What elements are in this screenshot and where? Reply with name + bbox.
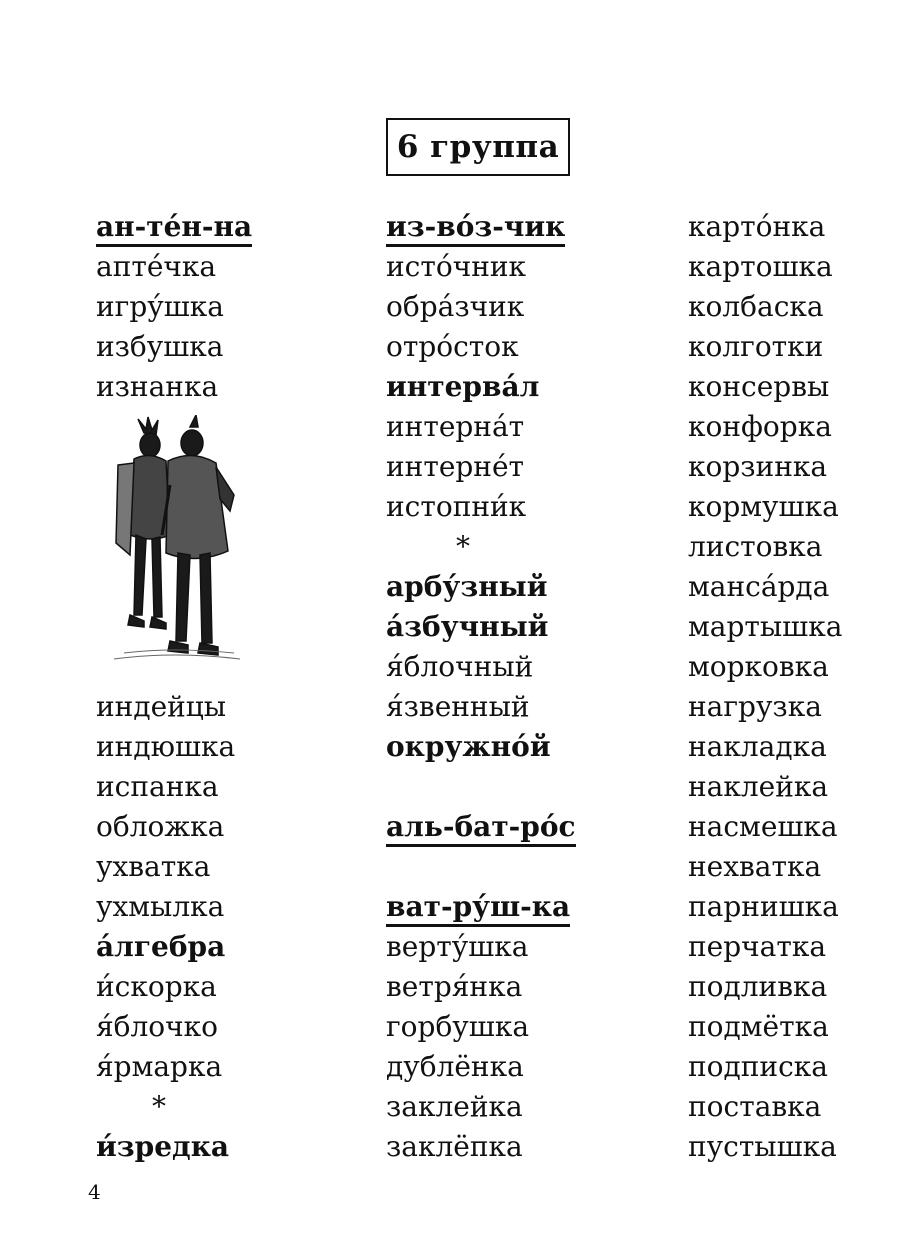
word-text: ветря́нка <box>386 970 523 1003</box>
word-item <box>386 607 676 647</box>
word-text: морковка <box>688 650 829 683</box>
word-item <box>386 247 676 287</box>
word-text: наклейка <box>688 770 829 803</box>
word-item <box>96 887 366 927</box>
syllable-heading-word <box>386 807 676 847</box>
word-item <box>688 1047 918 1087</box>
word-item <box>96 367 366 407</box>
syllable-heading-word <box>96 207 366 247</box>
word-text: подливка <box>688 970 828 1003</box>
word-text: нагрузка <box>688 690 822 723</box>
word-text: * <box>456 530 470 563</box>
word-text: и́зредка <box>96 1130 230 1163</box>
word-item <box>688 927 918 967</box>
word-text: насмешка <box>688 810 838 843</box>
word-item <box>688 207 918 247</box>
word-text: мартышка <box>688 610 843 643</box>
word-text: дублёнка <box>386 1050 524 1083</box>
word-text: игру́шка <box>96 290 224 323</box>
word-item <box>386 687 676 727</box>
word-item <box>688 847 918 887</box>
word-item <box>386 927 676 967</box>
word-text: индейцы <box>96 690 227 723</box>
word-column-2 <box>386 207 676 1167</box>
word-item <box>688 607 918 647</box>
word-item <box>96 1047 366 1087</box>
word-text: верту́шка <box>386 930 529 963</box>
word-text: нехватка <box>688 850 822 883</box>
word-text: отро́сток <box>386 330 519 363</box>
word-text: горбушка <box>386 1010 530 1043</box>
word-item <box>96 967 366 1007</box>
word-item <box>386 1007 676 1047</box>
word-item <box>688 247 918 287</box>
word-text: парнишка <box>688 890 839 923</box>
word-text: истопни́к <box>386 490 527 523</box>
word-item <box>688 487 918 527</box>
word-text: ухватка <box>96 850 211 883</box>
group-title <box>386 118 570 176</box>
word-text: избушка <box>96 330 224 363</box>
word-item <box>688 1087 918 1127</box>
word-text: конфорка <box>688 410 832 443</box>
word-item <box>688 887 918 927</box>
word-item <box>386 287 676 327</box>
word-item <box>386 567 676 607</box>
word-text: я́блочный <box>386 650 534 683</box>
word-text: карто́нка <box>688 210 826 243</box>
word-column-1 <box>96 207 366 1167</box>
word-text: подмётка <box>688 1010 829 1043</box>
word-item <box>386 727 676 767</box>
word-text: перчатка <box>688 930 827 963</box>
word-item <box>386 647 676 687</box>
word-text: ухмылка <box>96 890 225 923</box>
word-text: я́звенный <box>386 690 530 723</box>
word-text: накладка <box>688 730 827 763</box>
word-item <box>688 727 918 767</box>
word-item <box>96 247 366 287</box>
word-item <box>386 1087 676 1127</box>
word-item <box>688 447 918 487</box>
spacer <box>386 847 676 887</box>
word-text: а́збучный <box>386 610 549 643</box>
word-item <box>96 927 366 967</box>
word-item <box>688 807 918 847</box>
word-item <box>386 447 676 487</box>
word-item <box>688 767 918 807</box>
word-text: из-во́з-чик <box>386 210 565 247</box>
word-text: индюшка <box>96 730 236 763</box>
word-text: испанка <box>96 770 219 803</box>
word-text: колготки <box>688 330 824 363</box>
word-text: консервы <box>688 370 830 403</box>
word-item <box>96 287 366 327</box>
page-number: 4 <box>88 1180 101 1204</box>
word-text: обложка <box>96 810 225 843</box>
word-item <box>96 687 366 727</box>
word-text: окружно́й <box>386 730 551 763</box>
word-text: заклейка <box>386 1090 523 1123</box>
word-text: изнанка <box>96 370 219 403</box>
word-text: арбу́зный <box>386 570 548 603</box>
word-item <box>386 1127 676 1167</box>
word-item <box>386 327 676 367</box>
word-text: обра́зчик <box>386 290 525 323</box>
word-text: исто́чник <box>386 250 527 283</box>
word-item <box>96 767 366 807</box>
word-text: листовка <box>688 530 823 563</box>
word-item <box>96 327 366 367</box>
word-text: заклёпка <box>386 1130 523 1163</box>
word-item <box>688 647 918 687</box>
word-text: и́скорка <box>96 970 217 1003</box>
word-text: колбаска <box>688 290 824 323</box>
word-text: интерне́т <box>386 450 525 483</box>
word-item <box>688 287 918 327</box>
word-text: интерва́л <box>386 370 540 403</box>
word-item <box>688 967 918 1007</box>
word-text: манса́рда <box>688 570 830 603</box>
word-item <box>386 1047 676 1087</box>
word-item <box>688 527 918 567</box>
word-text: интерна́т <box>386 410 525 443</box>
word-column-3 <box>688 207 918 1167</box>
word-text: подписка <box>688 1050 828 1083</box>
word-item <box>688 567 918 607</box>
word-text: поставка <box>688 1090 822 1123</box>
word-item <box>96 1007 366 1047</box>
word-text: аль-бат-ро́с <box>386 810 576 847</box>
group-title-text: 6 группа <box>396 129 560 165</box>
word-item <box>96 727 366 767</box>
syllable-heading-word <box>386 207 676 247</box>
word-item <box>386 487 676 527</box>
spacer <box>386 767 676 807</box>
word-item <box>96 847 366 887</box>
word-text: картошка <box>688 250 833 283</box>
word-item <box>688 1007 918 1047</box>
word-item <box>96 1127 366 1167</box>
word-item <box>688 367 918 407</box>
word-text: ват-ру́ш-ка <box>386 890 570 927</box>
word-item <box>386 407 676 447</box>
word-item <box>688 327 918 367</box>
word-item <box>96 807 366 847</box>
section-separator-star <box>386 527 676 567</box>
word-text: кормушка <box>688 490 839 523</box>
word-item <box>688 1127 918 1167</box>
word-text: я́блочко <box>96 1010 219 1043</box>
word-item <box>386 967 676 1007</box>
word-text: корзинка <box>688 450 828 483</box>
word-text: а́лгебра <box>96 930 226 963</box>
word-item <box>688 407 918 447</box>
word-text: я́рмарка <box>96 1050 223 1083</box>
word-text: * <box>152 1090 166 1123</box>
syllable-heading-word <box>386 887 676 927</box>
indians-illustration <box>96 407 256 687</box>
section-separator-star <box>96 1087 366 1127</box>
word-item <box>386 367 676 407</box>
word-item <box>688 687 918 727</box>
word-text: апте́чка <box>96 250 217 283</box>
word-text: ан-те́н-на <box>96 210 252 247</box>
word-text: пустышка <box>688 1130 837 1163</box>
